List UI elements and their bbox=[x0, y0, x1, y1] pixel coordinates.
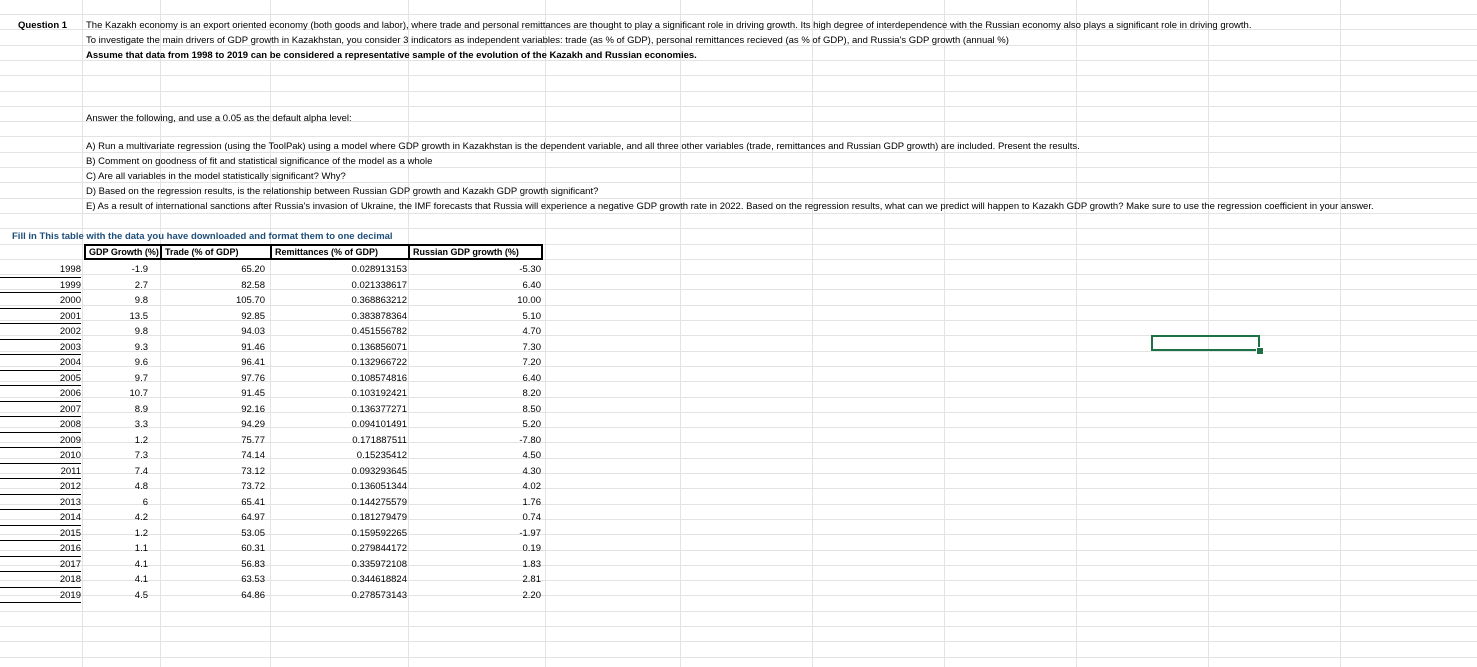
gdp-growth-cell[interactable]: 8.9 bbox=[134, 403, 148, 415]
gridline bbox=[545, 0, 546, 667]
year-cell[interactable]: 1999 bbox=[0, 278, 81, 294]
gridline bbox=[1340, 0, 1341, 667]
gdp-growth-cell[interactable]: 4.1 bbox=[134, 558, 148, 570]
gdp-growth-cell[interactable]: 9.8 bbox=[134, 326, 148, 337]
gridline bbox=[944, 0, 945, 667]
table-row bbox=[0, 464, 545, 480]
trade-cell[interactable]: 94.03 bbox=[241, 326, 265, 337]
russian-gdp-cell[interactable]: 1.83 bbox=[522, 558, 541, 570]
trade-cell[interactable]: 97.76 bbox=[241, 372, 265, 384]
task-c: C) Are all variables in the model statistically significant? Why? bbox=[86, 171, 346, 182]
table-row bbox=[0, 572, 545, 588]
gridline bbox=[0, 657, 1477, 658]
remittances-cell[interactable]: 0.028913153 bbox=[351, 264, 407, 275]
year-cell[interactable]: 2016 bbox=[0, 541, 81, 557]
table-row bbox=[0, 526, 545, 542]
year-cell[interactable]: 2015 bbox=[0, 526, 81, 542]
table-row bbox=[0, 495, 545, 511]
year-cell[interactable]: 2000 bbox=[0, 293, 81, 309]
gdp-growth-cell[interactable]: 7.4 bbox=[134, 465, 148, 477]
task-b: B) Comment on goodness of fit and statistical significance of the model as a whole bbox=[86, 156, 433, 167]
gdp-growth-cell[interactable]: -1.9 bbox=[131, 264, 148, 275]
russian-gdp-cell[interactable]: 1.76 bbox=[522, 496, 541, 508]
gdp-growth-cell[interactable]: 6 bbox=[142, 496, 148, 508]
trade-cell[interactable]: 94.29 bbox=[241, 419, 265, 430]
gdp-growth-cell[interactable]: 7.3 bbox=[134, 450, 148, 461]
russian-gdp-cell[interactable]: 4.02 bbox=[522, 481, 541, 492]
gdp-growth-cell[interactable]: 3.3 bbox=[134, 419, 148, 430]
year-cell[interactable]: 2008 bbox=[0, 417, 81, 433]
header-trade[interactable]: Trade (% of GDP) bbox=[160, 244, 272, 260]
gdp-growth-cell[interactable]: 1.2 bbox=[134, 527, 148, 539]
remittances-cell[interactable]: 0.132966722 bbox=[351, 357, 407, 368]
table-row bbox=[0, 371, 545, 387]
gridline bbox=[0, 228, 1477, 229]
year-cell[interactable]: 2007 bbox=[0, 402, 81, 418]
table-row bbox=[0, 278, 545, 294]
remittances-cell[interactable]: 0.335972108 bbox=[351, 558, 407, 570]
gdp-growth-cell[interactable]: 4.1 bbox=[134, 574, 148, 585]
gridline bbox=[0, 626, 1477, 627]
gdp-growth-cell[interactable]: 9.7 bbox=[134, 372, 148, 384]
gridline bbox=[812, 0, 813, 667]
remittances-cell[interactable]: 0.093293645 bbox=[351, 465, 407, 477]
intro-line-1: The Kazakh economy is an export oriented economy (both goods and labor), where trade and personal remittances are thought to play a significant role in driving growth. Its high degree of interdependence with the Russian economy also plays a significant role in driving growth. bbox=[86, 20, 1252, 31]
russian-gdp-cell[interactable]: 4.50 bbox=[522, 450, 541, 461]
trade-cell[interactable]: 64.86 bbox=[241, 589, 265, 601]
remittances-cell[interactable]: 0.108574816 bbox=[351, 372, 407, 384]
trade-cell[interactable]: 92.85 bbox=[241, 310, 265, 322]
table-row bbox=[0, 402, 545, 418]
russian-gdp-cell[interactable]: 4.30 bbox=[522, 465, 541, 477]
table-row bbox=[0, 417, 545, 433]
year-cell[interactable]: 2004 bbox=[0, 355, 81, 371]
trade-cell[interactable]: 92.16 bbox=[241, 403, 265, 415]
gridline bbox=[680, 0, 681, 667]
trade-cell[interactable]: 65.41 bbox=[241, 496, 265, 508]
intro-line-3: Assume that data from 1998 to 2019 can be considered a representative sample of the evolution of the Kazakh and Russian economies. bbox=[86, 50, 697, 61]
trade-cell[interactable]: 53.05 bbox=[241, 527, 265, 539]
fill-handle[interactable] bbox=[1256, 347, 1264, 355]
russian-gdp-cell[interactable]: 2.20 bbox=[522, 589, 541, 601]
remittances-cell[interactable]: 0.368863212 bbox=[351, 295, 407, 306]
header-gdp-growth[interactable]: GDP Growth (%) bbox=[84, 244, 162, 260]
table-row bbox=[0, 541, 545, 557]
year-cell[interactable]: 2001 bbox=[0, 309, 81, 325]
russian-gdp-cell[interactable]: -1.97 bbox=[519, 527, 541, 539]
year-cell[interactable]: 2017 bbox=[0, 557, 81, 573]
gridline bbox=[0, 91, 1477, 92]
year-cell[interactable]: 2006 bbox=[0, 386, 81, 402]
gdp-growth-cell[interactable]: 13.5 bbox=[129, 310, 148, 322]
year-cell[interactable]: 2010 bbox=[0, 448, 81, 464]
russian-gdp-cell[interactable]: 7.20 bbox=[522, 357, 541, 368]
gdp-growth-cell[interactable]: 4.8 bbox=[134, 481, 148, 492]
russian-gdp-cell[interactable]: -7.80 bbox=[519, 434, 541, 446]
year-cell[interactable]: 2013 bbox=[0, 495, 81, 511]
trade-cell[interactable]: 64.97 bbox=[241, 512, 265, 523]
table-row bbox=[0, 355, 545, 371]
year-cell[interactable]: 1998 bbox=[0, 262, 81, 278]
trade-cell[interactable]: 73.72 bbox=[241, 481, 265, 492]
gridline bbox=[1076, 0, 1077, 667]
russian-gdp-cell[interactable]: 10.00 bbox=[517, 295, 541, 306]
trade-cell[interactable]: 96.41 bbox=[241, 357, 265, 368]
gridline bbox=[0, 641, 1477, 642]
remittances-cell[interactable]: 0.279844172 bbox=[351, 543, 407, 554]
gdp-growth-cell[interactable]: 9.8 bbox=[134, 295, 148, 306]
table-row bbox=[0, 324, 545, 340]
trade-cell[interactable]: 91.46 bbox=[241, 341, 265, 353]
trade-cell[interactable]: 74.14 bbox=[241, 450, 265, 461]
trade-cell[interactable]: 75.77 bbox=[241, 434, 265, 446]
year-cell[interactable]: 2009 bbox=[0, 433, 81, 449]
table-row bbox=[0, 557, 545, 573]
russian-gdp-cell[interactable]: 5.20 bbox=[522, 419, 541, 430]
table-row bbox=[0, 510, 545, 526]
remittances-cell[interactable]: 0.159592265 bbox=[351, 527, 407, 539]
gdp-growth-cell[interactable]: 10.7 bbox=[129, 388, 148, 399]
table-row bbox=[0, 340, 545, 356]
task-d: D) Based on the regression results, is the relationship between Russian GDP growth and Kazakh GDP growth significant? bbox=[86, 186, 599, 197]
remittances-cell[interactable]: 0.15235412 bbox=[356, 450, 407, 461]
remittances-cell[interactable]: 0.021338617 bbox=[351, 279, 407, 291]
remittances-cell[interactable]: 0.451556782 bbox=[351, 326, 407, 337]
year-cell[interactable]: 2012 bbox=[0, 479, 81, 495]
gdp-growth-cell[interactable]: 1.2 bbox=[134, 434, 148, 446]
year-cell[interactable]: 2005 bbox=[0, 371, 81, 387]
table-row bbox=[0, 433, 545, 449]
remittances-cell[interactable]: 0.344618824 bbox=[351, 574, 407, 585]
year-cell[interactable]: 2019 bbox=[0, 588, 81, 604]
remittances-cell[interactable]: 0.171887511 bbox=[352, 434, 407, 446]
table-row bbox=[0, 386, 545, 402]
trade-cell[interactable]: 56.83 bbox=[241, 558, 265, 570]
trade-cell[interactable]: 91.45 bbox=[241, 388, 265, 399]
table-row bbox=[0, 479, 545, 495]
trade-cell[interactable]: 63.53 bbox=[241, 574, 265, 585]
table-row bbox=[0, 448, 545, 464]
gridline bbox=[0, 213, 1477, 214]
gridline bbox=[0, 611, 1477, 612]
year-cell[interactable]: 2003 bbox=[0, 340, 81, 356]
gdp-growth-cell[interactable]: 9.6 bbox=[134, 357, 148, 368]
gdp-growth-cell[interactable]: 1.1 bbox=[134, 543, 148, 554]
remittances-cell[interactable]: 0.136377271 bbox=[351, 403, 407, 415]
remittances-cell[interactable]: 0.144275579 bbox=[351, 496, 407, 508]
selected-cell[interactable] bbox=[1151, 335, 1260, 351]
gdp-growth-cell[interactable]: 4.2 bbox=[134, 512, 148, 523]
trade-cell[interactable]: 82.58 bbox=[241, 279, 265, 291]
russian-gdp-cell[interactable]: 8.50 bbox=[522, 403, 541, 415]
answer-prompt: Answer the following, and use a 0.05 as the default alpha level: bbox=[86, 113, 352, 124]
year-cell[interactable]: 2014 bbox=[0, 510, 81, 526]
table-row bbox=[0, 293, 545, 309]
russian-gdp-cell[interactable]: 7.30 bbox=[522, 341, 541, 353]
remittances-cell[interactable]: 0.136051344 bbox=[351, 481, 407, 492]
gridline bbox=[0, 14, 1477, 15]
year-cell[interactable]: 2018 bbox=[0, 572, 81, 588]
russian-gdp-cell[interactable]: -5.30 bbox=[519, 264, 541, 275]
trade-cell[interactable]: 65.20 bbox=[241, 264, 265, 275]
gridline bbox=[0, 136, 1477, 137]
russian-gdp-cell[interactable]: 6.40 bbox=[522, 279, 541, 291]
russian-gdp-cell[interactable]: 5.10 bbox=[522, 310, 541, 322]
gridline bbox=[0, 75, 1477, 76]
remittances-cell[interactable]: 0.136856071 bbox=[351, 341, 407, 353]
russian-gdp-cell[interactable]: 0.74 bbox=[522, 512, 541, 523]
gridline bbox=[0, 106, 1477, 107]
gdp-growth-cell[interactable]: 2.7 bbox=[134, 279, 148, 291]
russian-gdp-cell[interactable]: 2.81 bbox=[522, 574, 541, 585]
table-row bbox=[0, 588, 545, 604]
header-remittances[interactable]: Remittances (% of GDP) bbox=[270, 244, 410, 260]
remittances-cell[interactable]: 0.383878364 bbox=[351, 310, 407, 322]
year-cell[interactable]: 2002 bbox=[0, 324, 81, 340]
russian-gdp-cell[interactable]: 6.40 bbox=[522, 372, 541, 384]
trade-cell[interactable]: 105.70 bbox=[235, 295, 265, 306]
trade-cell[interactable]: 60.31 bbox=[241, 543, 265, 554]
table-row bbox=[0, 262, 545, 278]
gdp-growth-cell[interactable]: 4.5 bbox=[134, 589, 148, 601]
remittances-cell[interactable]: 0.103192421 bbox=[351, 388, 407, 399]
remittances-cell[interactable]: 0.094101491 bbox=[351, 419, 407, 430]
year-cell[interactable]: 2011 bbox=[0, 464, 81, 480]
table-instruction: Fill in This table with the data you have downloaded and format them to one decimal bbox=[12, 231, 393, 242]
russian-gdp-cell[interactable]: 0.19 bbox=[522, 543, 541, 554]
russian-gdp-cell[interactable]: 4.70 bbox=[522, 326, 541, 337]
question-label: Question 1 bbox=[18, 20, 68, 31]
remittances-cell[interactable]: 0.278573143 bbox=[351, 589, 407, 601]
intro-line-2: To investigate the main drivers of GDP growth in Kazakhstan, you consider 3 indicators as independent variables: trade (as % of GDP), personal remittances recieved (as % of GDP), and Russia's GDP growth (annual %) bbox=[86, 35, 1009, 46]
gridline bbox=[1208, 0, 1209, 667]
russian-gdp-cell[interactable]: 8.20 bbox=[522, 388, 541, 399]
trade-cell[interactable]: 73.12 bbox=[241, 465, 265, 477]
gdp-growth-cell[interactable]: 9.3 bbox=[134, 341, 148, 353]
header-russian-gdp[interactable]: Russian GDP growth (%) bbox=[408, 244, 543, 260]
task-e: E) As a result of international sanctions after Russia's invasion of Ukraine, the IMF forecasts that Russia will experience a negative GDP growth rate in 2022. Based on the regression results, what can we predict will happen to Kazakh GDP growth? Make sure to use the regression coefficient in your answer. bbox=[86, 201, 1374, 212]
table-row bbox=[0, 309, 545, 325]
task-a: A) Run a multivariate regression (using the ToolPak) using a model where GDP growth in Kazakhstan is the dependent variable, and all three other variables (trade, remittances and Russian GDP growth) are included. Present the results. bbox=[86, 141, 1080, 152]
remittances-cell[interactable]: 0.181279479 bbox=[351, 512, 407, 523]
